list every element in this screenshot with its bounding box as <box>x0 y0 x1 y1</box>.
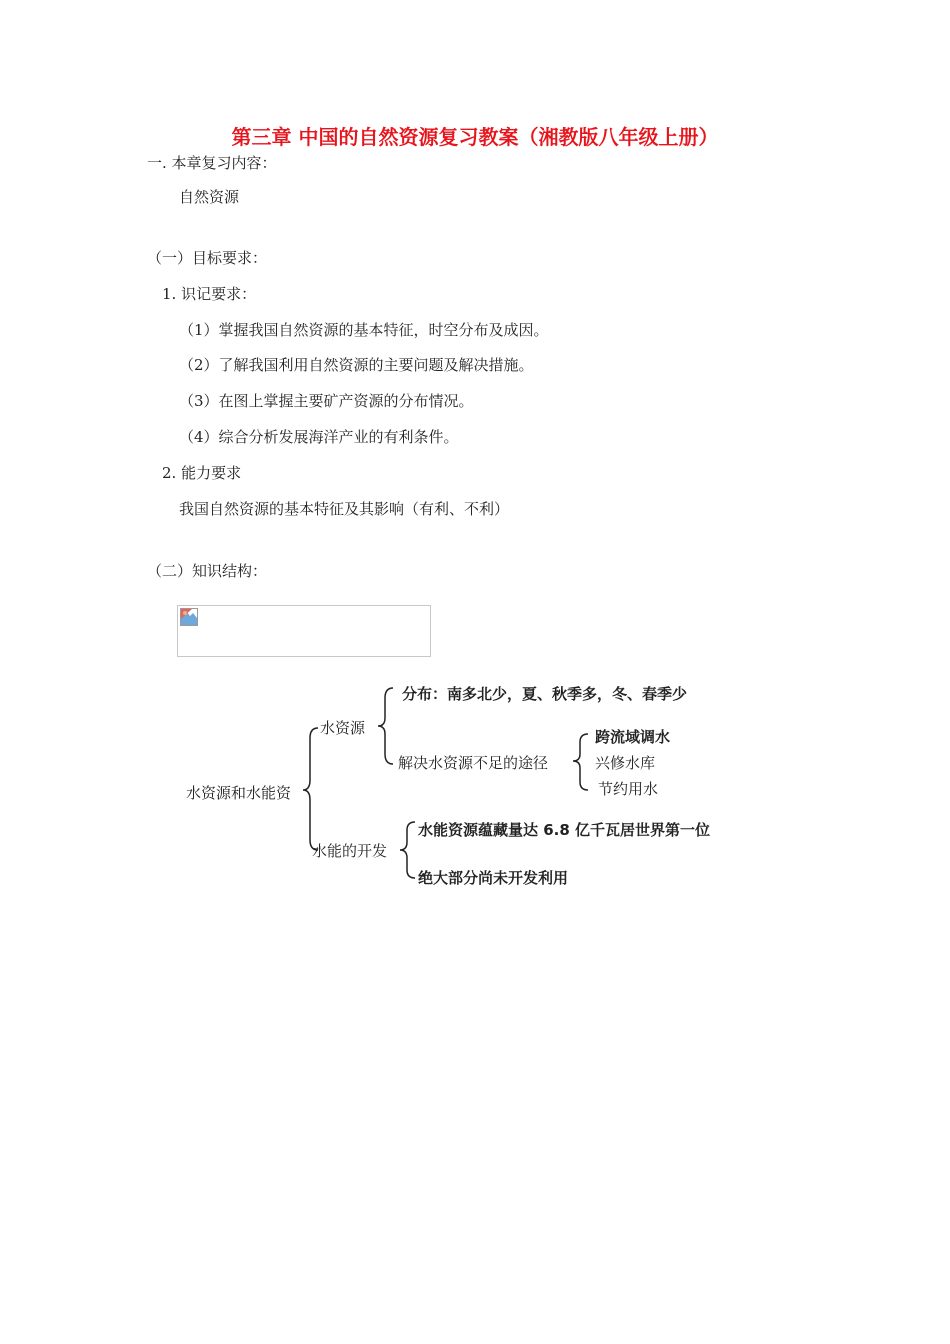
root-brace <box>303 728 318 850</box>
water-brace <box>378 688 393 764</box>
ability-requirements-heading: 2. 能力要求 <box>162 464 242 482</box>
diagram-solution-1: 跨流域调水 <box>595 728 671 746</box>
memory-point-1: （1）掌握我国自然资源的基本特征，时空分布及成因。 <box>179 321 549 339</box>
diagram-solution-3: 节约用水 <box>598 780 659 798</box>
solutions-brace <box>573 734 588 790</box>
memory-requirements-heading: 1. 识记要求： <box>162 285 257 303</box>
diagram-solution-label: 解决水资源不足的途径 <box>398 754 549 772</box>
memory-point-4: （4）综合分析发展海洋产业的有利条件。 <box>179 428 459 446</box>
section-heading-review-content: 一. 本章复习内容： <box>147 154 277 172</box>
hydro-brace <box>400 822 415 878</box>
memory-point-2: （2）了解我国利用自然资源的主要问题及解决措施。 <box>179 356 534 374</box>
diagram-water-label: 水资源 <box>320 719 366 737</box>
review-content-text: 自然资源 <box>179 188 240 206</box>
memory-point-3: （3）在图上掌握主要矿产资源的分布情况。 <box>179 392 474 410</box>
water-resources-diagram <box>170 670 750 900</box>
diagram-hydro-point-1: 水能资源蕴藏量达 6.8 亿千瓦居世界第一位 <box>418 821 711 839</box>
ability-requirements-text: 我国自然资源的基本特征及其影响（有利、不利） <box>179 500 510 518</box>
knowledge-structure-heading: （二）知识结构： <box>147 562 268 580</box>
diagram-water-distribution: 分布：南多北少，夏、秋季多，冬、春季少 <box>402 685 688 703</box>
diagram-root-label: 水资源和水能资 <box>186 784 292 802</box>
broken-image-placeholder <box>177 605 431 657</box>
diagram-hydro-label: 水能的开发 <box>312 842 388 860</box>
broken-image-icon <box>180 608 198 626</box>
document-title: 第三章 中国的自然资源复习教案（湘教版八年级上册） <box>231 125 719 149</box>
diagram-solution-2: 兴修水库 <box>595 754 656 772</box>
goals-heading: （一）目标要求： <box>147 249 268 267</box>
diagram-hydro-point-2: 绝大部分尚未开发利用 <box>418 869 569 887</box>
